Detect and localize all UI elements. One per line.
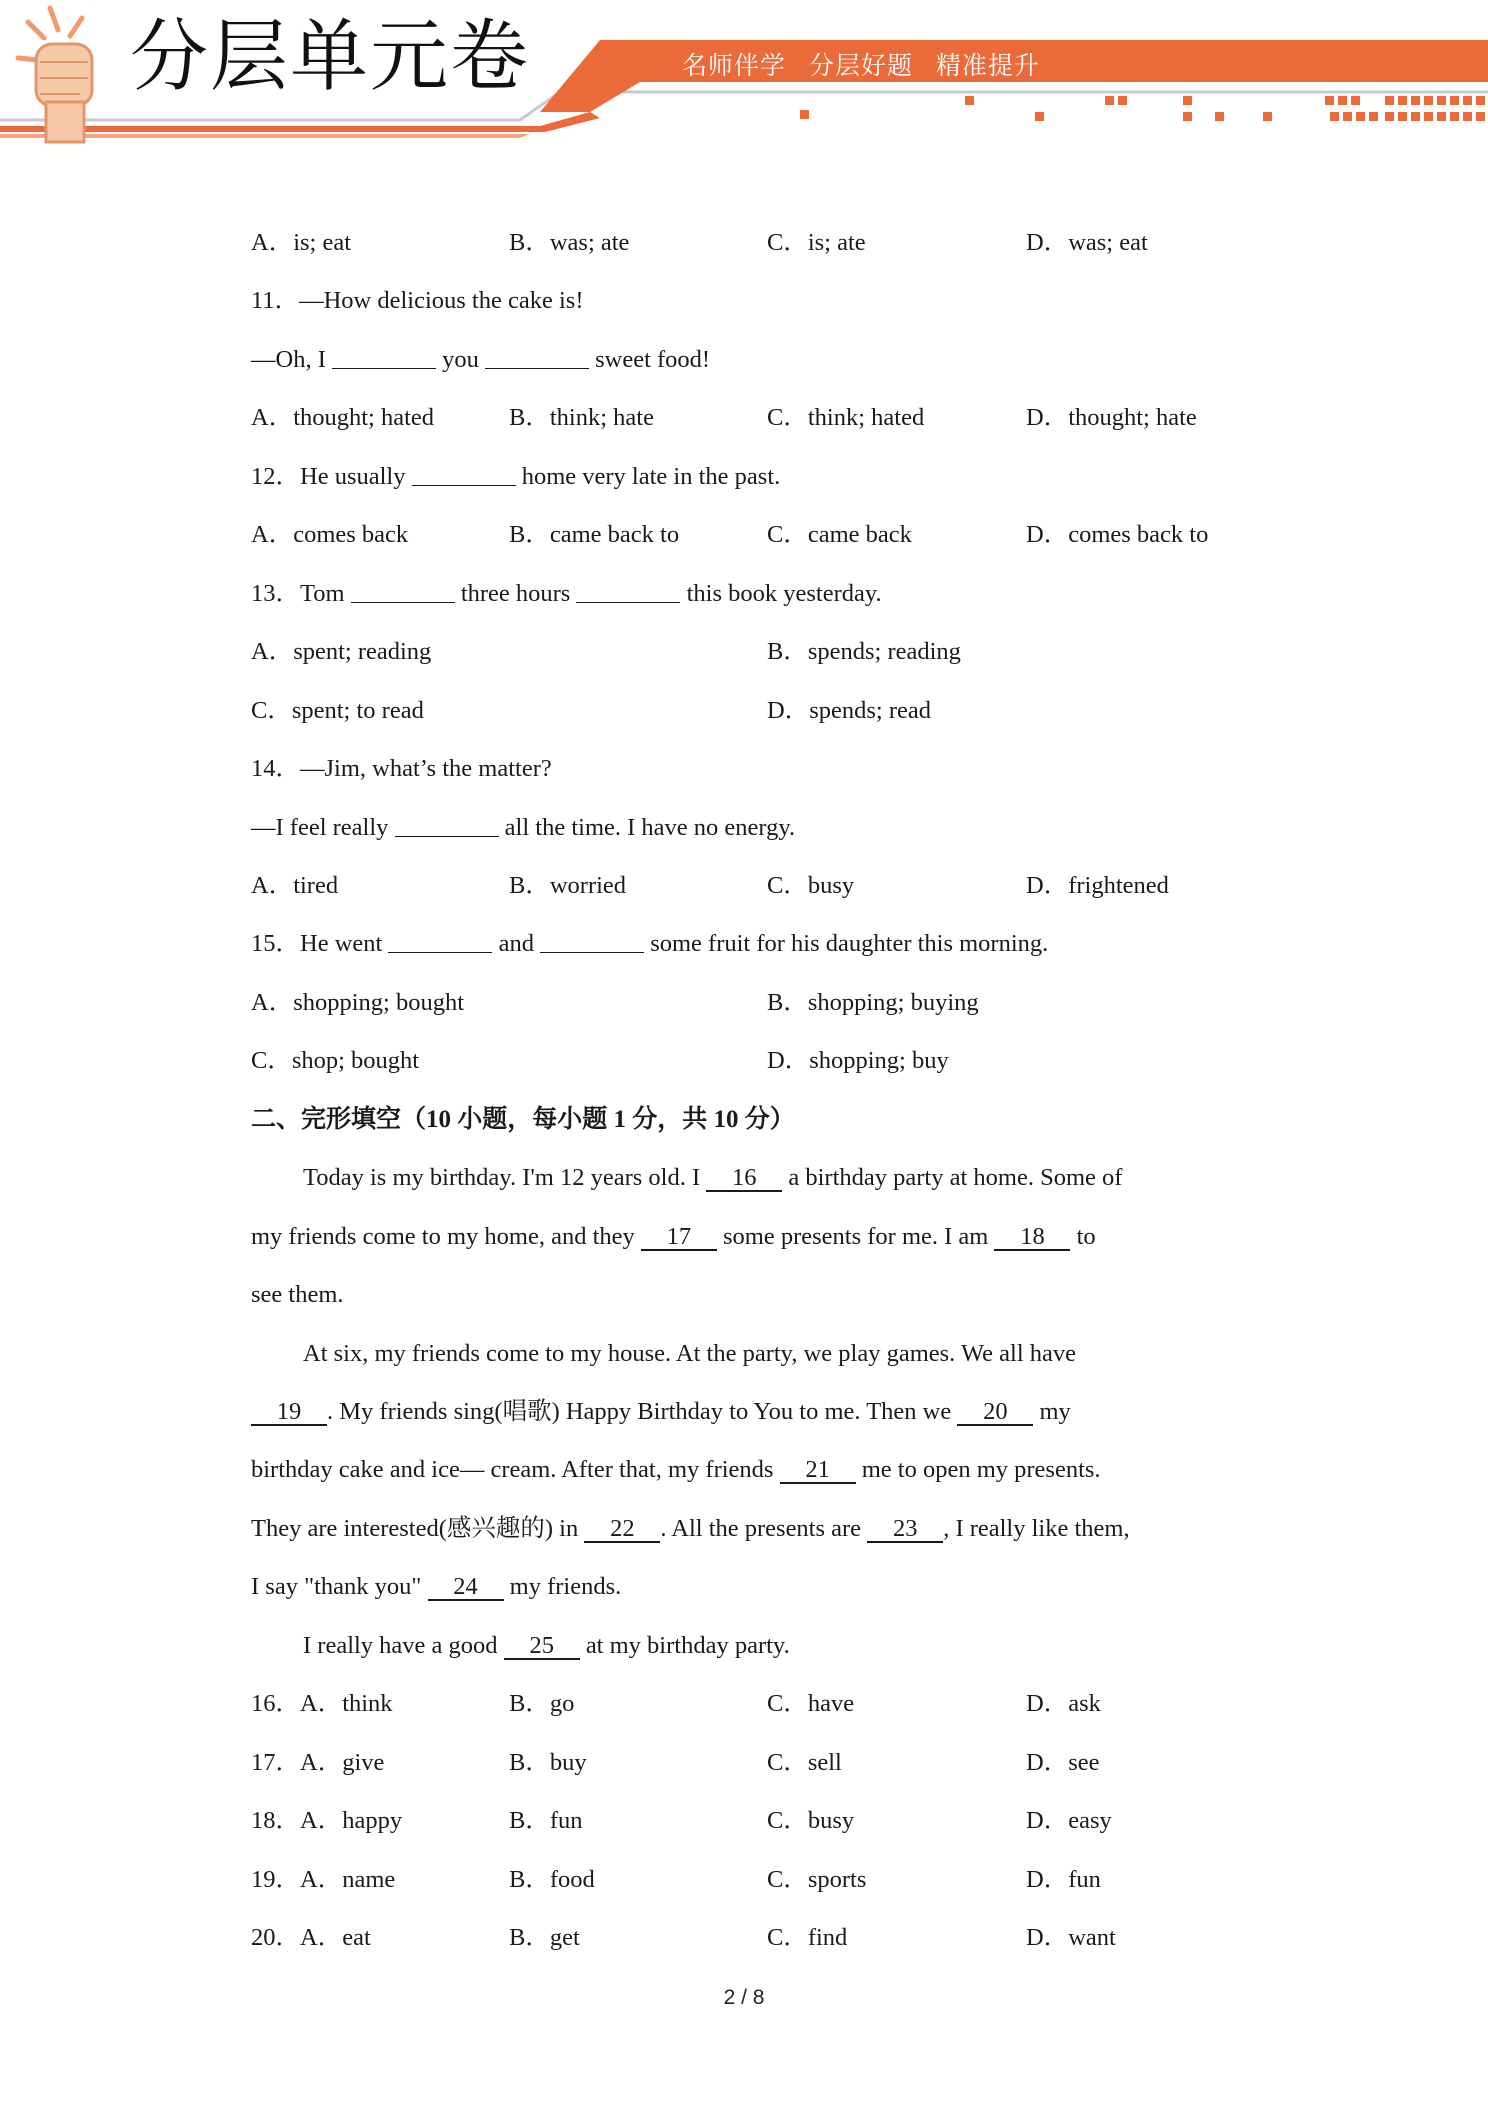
- text-run: three hours: [454, 580, 577, 607]
- numbered-blank: 23: [867, 1517, 943, 1543]
- text-run: 12．He usually: [251, 463, 412, 490]
- question-line: [251, 813, 795, 843]
- answer-option: B．spends; reading: [767, 638, 961, 665]
- text-run: At six, my friends come to my house. At the party, we play games. We all have: [303, 1340, 1077, 1367]
- passage-line: [303, 1631, 790, 1661]
- answer-option: D．comes back to: [1026, 521, 1209, 548]
- answer-blank: [388, 930, 492, 953]
- text-run: my: [1033, 1398, 1071, 1425]
- answer-option: B．get: [509, 1924, 580, 1951]
- fist-icon: [18, 8, 92, 142]
- answer-option: D．see: [1026, 1749, 1100, 1776]
- text-run: 二、完形填空（10 小题，每小题 1 分，共 10 分）: [251, 1106, 795, 1133]
- section-heading: [251, 1105, 795, 1135]
- answer-blank: [576, 580, 680, 603]
- brand-title: 分层单元卷: [130, 12, 531, 102]
- numbered-blank: 17: [641, 1225, 717, 1251]
- answer-option: D．frightened: [1026, 872, 1169, 899]
- answer-option: 18．A．happy: [251, 1807, 403, 1834]
- answer-option: B．food: [509, 1866, 595, 1893]
- numbered-blank: 24: [428, 1575, 504, 1601]
- answer-option: 19．A．name: [251, 1866, 396, 1893]
- text-run: 13．Tom: [251, 580, 351, 607]
- passage-line: [251, 1455, 1101, 1485]
- text-run: I say "thank you": [251, 1573, 428, 1600]
- passage-line: [303, 1339, 1076, 1369]
- passage-line: [251, 1222, 1096, 1252]
- answer-option: C．came back: [767, 521, 912, 548]
- answer-option: C．is; ate: [767, 229, 866, 256]
- text-run: —I feel really: [251, 814, 395, 841]
- answer-option: B．worried: [509, 872, 627, 899]
- text-run: —Oh, I: [251, 346, 332, 373]
- text-run: . All the presents are: [660, 1515, 868, 1542]
- question-line: [251, 345, 710, 375]
- answer-option: B．think; hate: [509, 404, 654, 431]
- answer-option: A．thought; hated: [251, 404, 435, 431]
- answer-option: C．find: [767, 1924, 848, 1951]
- question-line: [251, 754, 552, 784]
- text-run: . My friends sing(唱歌) Happy Birthday to You to me. Then we: [327, 1398, 958, 1425]
- answer-option: A．is; eat: [251, 229, 352, 256]
- answer-option: C．think; hated: [767, 404, 925, 431]
- answer-option: D．shopping; buy: [767, 1047, 949, 1074]
- passage-line: [303, 1163, 1122, 1193]
- answer-option: C．have: [767, 1690, 855, 1717]
- answer-option: B．came back to: [509, 521, 680, 548]
- answer-option: B．buy: [509, 1749, 587, 1776]
- passage-line: [251, 1514, 1130, 1544]
- answer-option: B．go: [509, 1690, 575, 1717]
- answer-option: 16．A．think: [251, 1690, 393, 1717]
- answer-option: D．want: [1026, 1924, 1116, 1951]
- question-line: [251, 286, 584, 316]
- numbered-blank: 19: [251, 1400, 327, 1426]
- text-run: home very late in the past.: [515, 463, 781, 490]
- answer-option: C．sports: [767, 1866, 867, 1893]
- numbered-blank: 25: [504, 1634, 580, 1660]
- text-run: all the time. I have no energy.: [498, 814, 796, 841]
- question-line: [251, 929, 1048, 959]
- answer-option: C．busy: [767, 872, 855, 899]
- answer-option: C．sell: [767, 1749, 842, 1776]
- question-line: [251, 462, 780, 492]
- answer-option: C．spent; to read: [251, 697, 424, 724]
- text-run: my friends.: [503, 1573, 622, 1600]
- answer-option: D．spends; read: [767, 697, 931, 724]
- text-run: sweet food!: [588, 346, 711, 373]
- text-run: , I really like them,: [943, 1515, 1130, 1542]
- answer-option: A．tired: [251, 872, 339, 899]
- answer-blank: [395, 814, 499, 837]
- numbered-blank: 18: [994, 1225, 1070, 1251]
- answer-option: A．comes back: [251, 521, 409, 548]
- text-run: 11．—How delicious the cake is!: [251, 287, 584, 314]
- answer-blank: [351, 580, 455, 603]
- text-run: and: [492, 930, 541, 957]
- passage-line: [251, 1280, 344, 1310]
- text-run: some fruit for his daughter this morning.: [644, 930, 1049, 957]
- answer-option: C．shop; bought: [251, 1047, 420, 1074]
- question-line: [251, 579, 882, 609]
- answer-blank: [485, 346, 589, 369]
- answer-option: 17．A．give: [251, 1749, 385, 1776]
- text-run: birthday cake and ice— cream. After that, my friends: [251, 1456, 780, 1483]
- text-run: this book yesterday.: [680, 580, 882, 607]
- answer-option: A．shopping; bought: [251, 989, 465, 1016]
- text-run: me to open my presents.: [855, 1456, 1101, 1483]
- answer-option: D．was; eat: [1026, 229, 1148, 256]
- text-run: 14．—Jim, what’s the matter?: [251, 755, 552, 782]
- answer-option: D．fun: [1026, 1866, 1101, 1893]
- numbered-blank: 16: [706, 1166, 782, 1192]
- text-run: you: [435, 346, 485, 373]
- answer-blank: [332, 346, 436, 369]
- text-run: my friends come to my home, and they: [251, 1223, 641, 1250]
- text-run: to: [1070, 1223, 1096, 1250]
- answer-option: D．ask: [1026, 1690, 1101, 1717]
- page-number: 2 / 8: [723, 1986, 765, 2009]
- answer-option: D．thought; hate: [1026, 404, 1197, 431]
- answer-option: B．was; ate: [509, 229, 630, 256]
- answer-option: B．fun: [509, 1807, 583, 1834]
- answer-option: D．easy: [1026, 1807, 1112, 1834]
- text-run: Today is my birthday. I'm 12 years old. I: [303, 1164, 707, 1191]
- text-run: a birthday party at home. Some of: [782, 1164, 1123, 1191]
- page-header: [0, 0, 1488, 150]
- header-slogan: 名师伴学 分层好题 精准提升: [682, 51, 1040, 80]
- answer-blank: [540, 930, 644, 953]
- text-run: 15．He went: [251, 930, 389, 957]
- answer-option: C．busy: [767, 1807, 855, 1834]
- text-run: They are interested(感兴趣的) in: [251, 1515, 585, 1542]
- text-run: I really have a good: [303, 1632, 504, 1659]
- text-run: some presents for me. I am: [716, 1223, 995, 1250]
- answer-option: 20．A．eat: [251, 1924, 371, 1951]
- answer-option: A．spent; reading: [251, 638, 432, 665]
- passage-line: [251, 1397, 1071, 1427]
- text-run: see them.: [251, 1281, 344, 1308]
- answer-blank: [412, 463, 516, 486]
- numbered-blank: 21: [780, 1458, 856, 1484]
- numbered-blank: 22: [584, 1517, 660, 1543]
- answer-option: B．shopping; buying: [767, 989, 979, 1016]
- text-run: at my birthday party.: [579, 1632, 790, 1659]
- passage-line: [251, 1572, 621, 1602]
- numbered-blank: 20: [957, 1400, 1033, 1426]
